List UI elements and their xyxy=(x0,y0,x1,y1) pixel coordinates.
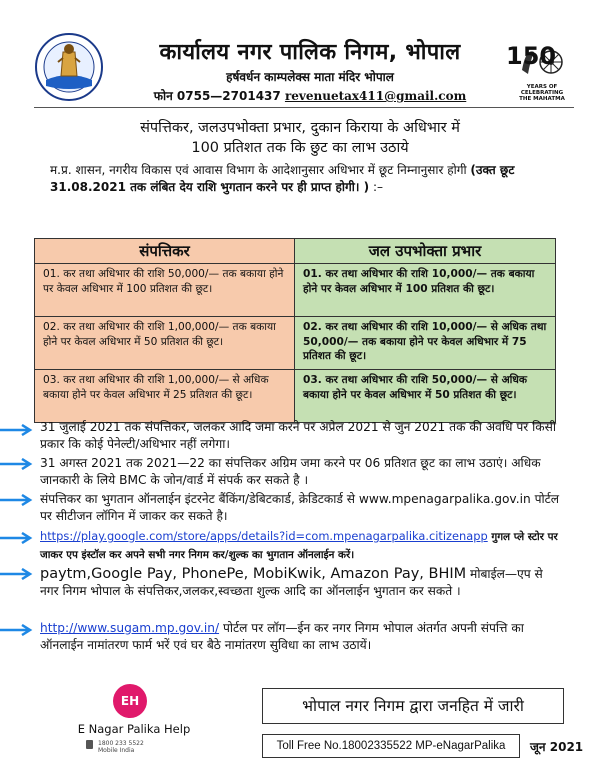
arrow-right-icon xyxy=(0,624,36,636)
table-row xyxy=(35,370,556,423)
phone-number: फोन 0755—2701437 xyxy=(153,89,281,103)
table-cell: 01. कर तथा अधिभार की राशि 10,000/— तक बकाया होने पर केवल अधिभार में 100 प्रतिशत की छूट। xyxy=(295,264,556,317)
payment-apps-list: paytm,Google Pay, PhonePe, MobiKwik, Amazon Pay, BHIM xyxy=(40,566,467,582)
contact-line xyxy=(130,87,490,104)
bullet-online-payment xyxy=(40,491,562,524)
arrow-right-icon xyxy=(0,494,36,506)
helpline-number xyxy=(98,740,144,754)
badge-caption: YEARS OF xyxy=(526,84,558,90)
headline-line: 100 प्रतिशत तक कि छुट का लाभ उठाये xyxy=(191,140,409,156)
bullet-penalty-waiver: 31 जुलाई 2021 तक संपत्तिकर, जलकर आदि जमा करने पर अप्रेल 2021 से जुन 2021 तक की अवधि पर किसी प्रकार कि कोई पेनेल्टी/अधिभार नहीं लगेगा। xyxy=(40,420,557,451)
table-cell: 02. कर तथा अधिभार की राशि 1,00,000/— तक बकाया होने पर केवल अधिभार में 50 प्रतिशत की छूट। xyxy=(35,317,295,370)
badge-caption: CELEBRATING xyxy=(520,90,564,96)
arrow-right-icon xyxy=(0,424,36,436)
bullet-text: पोर्टल पर सीटीजन लॉगिन में जाकर कर सकते है। xyxy=(40,492,560,523)
table-cell: 02. कर तथा अधिभार की राशि 10,000/— से अधिक तथा 50,000/— तक बकाया होने पर केवल अधिभार में 75 प्रतिशत की छूट। xyxy=(295,317,556,370)
bullet-sugam-portal xyxy=(40,620,562,653)
badge-caption: THE MAHATMA xyxy=(519,96,565,102)
col-header-property-tax: संपत्तिकर xyxy=(35,239,295,264)
discount-table xyxy=(34,238,556,423)
table-cell: 03. कर तथा अधिभार की राशि 1,00,000/— से अधिक बकाया होने पर केवल अधिभार में 25 प्रतिशत की छूट। xyxy=(35,370,295,423)
headline-line: संपत्तिकर, जलउपभोक्ता प्रभार, दुकान किराया के अधिभार में xyxy=(140,120,460,136)
intro-paragraph xyxy=(50,162,550,196)
bullet-text: मोबाईल—एप से नगर निगम भोपाल के संपत्तिकर,जलकर,स्वच्छता शुल्क आदि का ऑनलाईन भुगतान कर सकते । xyxy=(40,567,543,598)
header-divider xyxy=(34,107,574,108)
e-nagar-palika-help-logo: EH xyxy=(113,684,147,718)
page-title: कार्यालय नगर पालिक निगम, भोपाल xyxy=(159,40,461,65)
gandhi-150-logo-icon xyxy=(506,40,578,102)
play-store-link[interactable]: https://play.google.com/store/apps/details?id=com.mpenagarpalika.citizenapp xyxy=(40,529,488,543)
intro-deadline-note: (उक्त छूट 31.08.2021 तक लंबित देय राशि भुगतान करने पर ही प्राप्त होगी। ) xyxy=(50,163,515,194)
portal-site-link[interactable]: www.mpenagarpalika.gov.in xyxy=(358,492,531,506)
helpline-caption: Mobile India xyxy=(98,747,135,754)
public-notice-box: भोपाल नगर निगम द्वारा जनहित में जारी xyxy=(262,688,564,724)
bullet-text: गुगल प्ले स्टोर पर जाकर एप इंस्टॉल कर अपने सभी नगर निगम कर/शुल्क का भुगतान ऑनलाईन करें। xyxy=(40,531,558,561)
toll-free-box: Toll Free No.18002335522 MP-eNagarPalika xyxy=(262,734,520,758)
intro-tail: :– xyxy=(372,180,383,194)
helpline-digits: 1800 233 5522 xyxy=(98,740,144,747)
e-nagar-palika-help-label: E Nagar Palika Help xyxy=(77,722,191,736)
phone-icon xyxy=(85,740,94,749)
bullet-play-store xyxy=(40,528,562,563)
sugam-portal-link[interactable]: http://www.sugam.mp.gov.in/ xyxy=(40,621,220,635)
municipal-emblem-icon xyxy=(34,32,104,102)
table-row xyxy=(35,264,556,317)
bullet-text: पोर्टल पर लॉग—ईन कर नगर निगम भोपाल अंतर्गत अपनी संपत्ति का ऑनलाईन नामांतरण फार्म भरें एवं घर बैठे नामांतरण सुविधा का लाभ उठायें। xyxy=(40,621,524,652)
table-cell: 03. कर तथा अधिभार की राशि 50,000/— से अधिक बकाया होने पर केवल अधिभार में 50 प्रतिशत की छूट। xyxy=(295,370,556,423)
bullet-text: संपत्तिकर का भुगतान ऑनलाईन इंटरनेट बैंकिंग/डेबिटकार्ड, क्रेडिटकार्ड से xyxy=(40,492,356,506)
table-header-row xyxy=(35,239,556,264)
col-header-water-charge: जल उपभोक्ता प्रभार xyxy=(295,239,556,264)
bullet-mobile-apps xyxy=(40,566,562,599)
table-row xyxy=(35,317,556,370)
office-address: हर्षवर्धन काम्पलेक्स माता मंदिर भोपाल xyxy=(226,70,394,84)
arrow-right-icon xyxy=(0,532,36,544)
intro-text: म.प्र. शासन, नगरीय विकास एवं आवास विभाग के आदेशानुसार अधिभार में छूट निम्नानुसार होगी xyxy=(50,163,467,177)
bullet-advance-discount: 31 अगस्त 2021 तक 2021—22 का संपत्तिकर अग्रिम जमा करने पर 06 प्रतिशत छूट का लाभ उठाएं। अधिक जानकारी के लिये BMC के जोन/वार्ड में संपर्क कर सकते है । xyxy=(40,456,541,487)
arrow-right-icon xyxy=(0,568,36,580)
arrow-right-icon xyxy=(0,458,36,470)
headline xyxy=(40,118,560,158)
gandhi-150-number: 150 xyxy=(506,42,557,70)
table-cell: 01. कर तथा अधिभार की राशि 50,000/— तक बकाया होने पर केवल अधिभार में 100 प्रतिशत की छूट। xyxy=(35,264,295,317)
issue-date: जून 2021 xyxy=(530,740,584,754)
email-address[interactable]: revenuetax411@gmail.com xyxy=(284,89,467,103)
